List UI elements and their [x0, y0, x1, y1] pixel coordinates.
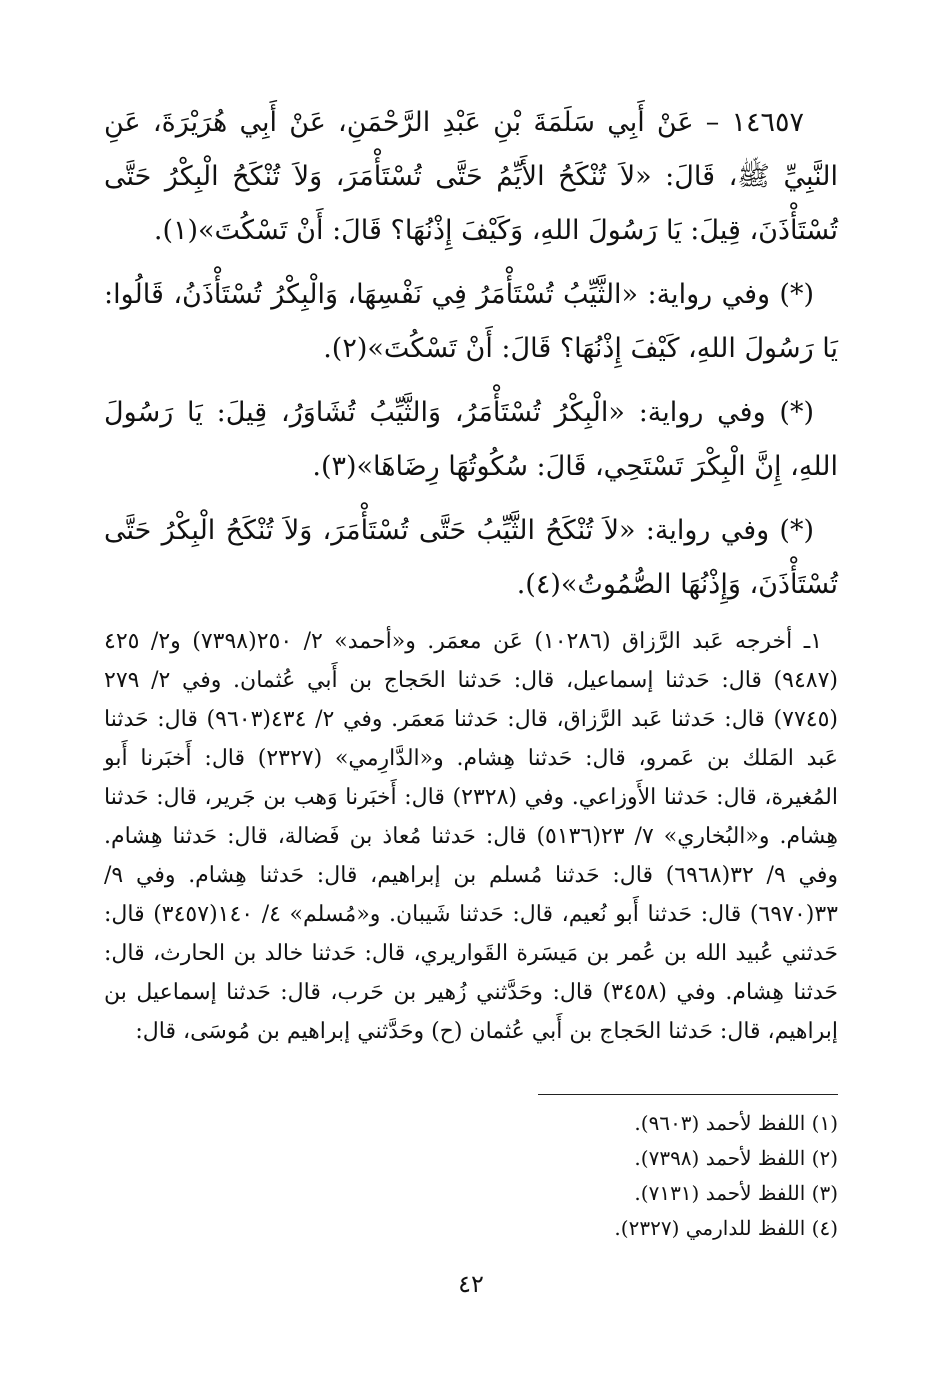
variant-narration-1: (*) وفي رواية: «الثَّيِّبُ تُسْتَأْمَرُ فِي نَفْسِهَا، وَالْبِكْرُ تُسْتَأْذَنُ، قَالُوا: يَا رَسُولَ اللهِ، كَيْفَ إِذْنُهَا؟ قَالَ: أَنْ تَسْكُتَ»(٢). — [104, 279, 838, 364]
hadith-section — [104, 96, 838, 612]
footnote-2: (٢) اللفظ لأحمد (٧٣٩٨). — [634, 1146, 838, 1170]
variant-narration-2: (*) وفي رواية: «الْبِكْرُ تُسْتَأْمَرُ، وَالثَّيِّبُ تُشَاوَرُ، قِيلَ: يَا رَسُولَ اللهِ، إِنَّ الْبِكْرَ تَسْتَحِي، قَالَ: سُكُوتُهَا رِضَاهَا»(٣). — [104, 397, 838, 482]
footnote-3: (٣) اللفظ لأحمد (٧١٣١). — [634, 1181, 838, 1205]
footnote-divider — [538, 1094, 838, 1095]
takhrij-section — [104, 622, 838, 1051]
page-number: ٤٢ — [458, 1270, 484, 1298]
hadith-text: ١٤٦٥٧ – عَنْ أَبِي سَلَمَةَ بْنِ عَبْدِ الرَّحْمَنِ، عَنْ أَبِي هُرَيْرَةَ، عَنِ النَّبِيِّ ﷺ، قَالَ: «لاَ تُنْكَحُ الأَيِّمُ حَتَّى تُسْتَأْمَرَ، وَلاَ تُنْكَحُ الْبِكْرُ حَتَّى تُسْتَأْذَنَ، قِيلَ: يَا رَسُولَ اللهِ، وَكَيْفَ إِذْنُهَا؟ قَالَ: أَنْ تَسْكُتَ»(١). — [104, 107, 838, 246]
footnote-4: (٤) اللفظ للدارمي (٢٣٢٧). — [614, 1216, 838, 1240]
document-page — [104, 96, 838, 1341]
variant-narration-3: (*) وفي رواية: «لاَ تُنْكَحُ الثَّيِّبُ حَتَّى تُسْتَأْمَرَ، وَلاَ تُنْكَحُ الْبِكْرُ حَتَّى تُسْتَأْذَنَ، وَإِذْنُهَا الصُّمُوتُ»(٤). — [104, 515, 838, 600]
takhrij-text: ١ـ أخرجه عَبد الرَّزاق (١٠٢٨٦) عَن معمَر. و«أحمد» ٢/ ٢٥٠(٧٣٩٨) و٢/ ٤٢٥ (٩٤٨٧) قال: حَدثنا إسماعيل، قال: حَدثنا الحَجاج بن أَبي عُثمان. وفي ٢/ ٢٧٩ (٧٧٤٥) قال: حَدثنا عَبد الرَّزاق، قال: حَدثنا مَعمَر. وفي ٢/ ٤٣٤(٩٦٠٣) قال: حَدثنا عَبد المَلك بن عَمرو، قال: حَدثنا هِشام. و«الدَّارِمي» (٢٣٢٧) قال: أَخبَرنا أَبو المُغيرة، قال: حَدثنا الأَوزاعي. وفي (٢٣٢٨) قال: أَخبَرنا وَهب بن جَرير، قال: حَدثنا هِشام. و«البُخاري» ٧/ ٢٣(٥١٣٦) قال: حَدثنا مُعاذ بن فَضالة، قال: حَدثنا هِشام. وفي ٩/ ٣٢(٦٩٦٨) قال: حَدثنا مُسلم بن إبراهيم، قال: حَدثنا هِشام. وفي ٩/ ٣٣(٦٩٧٠) قال: حَدثنا أَبو نُعيم، قال: حَدثنا شَيبان. و«مُسلم» ٤/ ١٤٠(٣٤٥٧) قال: حَدثني عُبيد الله بن عُمر بن مَيسَرة القَواريري، قال: حَدثنا خالد بن الحارث، قال: حَدثنا هِشام. وفي (٣٤٥٨) قال: وحَدَّثني زُهير بن حَرب، قال: حَدثنا إسماعيل بن إبراهيم، قال: حَدثنا الحَجاج بن أَبي عُثمان (ح) وحَدَّثني إبراهيم بن مُوسَى، قال: — [104, 629, 839, 1044]
footnote-1: (١) اللفظ لأحمد (٩٦٠٣). — [634, 1111, 838, 1135]
footnotes — [104, 1106, 838, 1246]
